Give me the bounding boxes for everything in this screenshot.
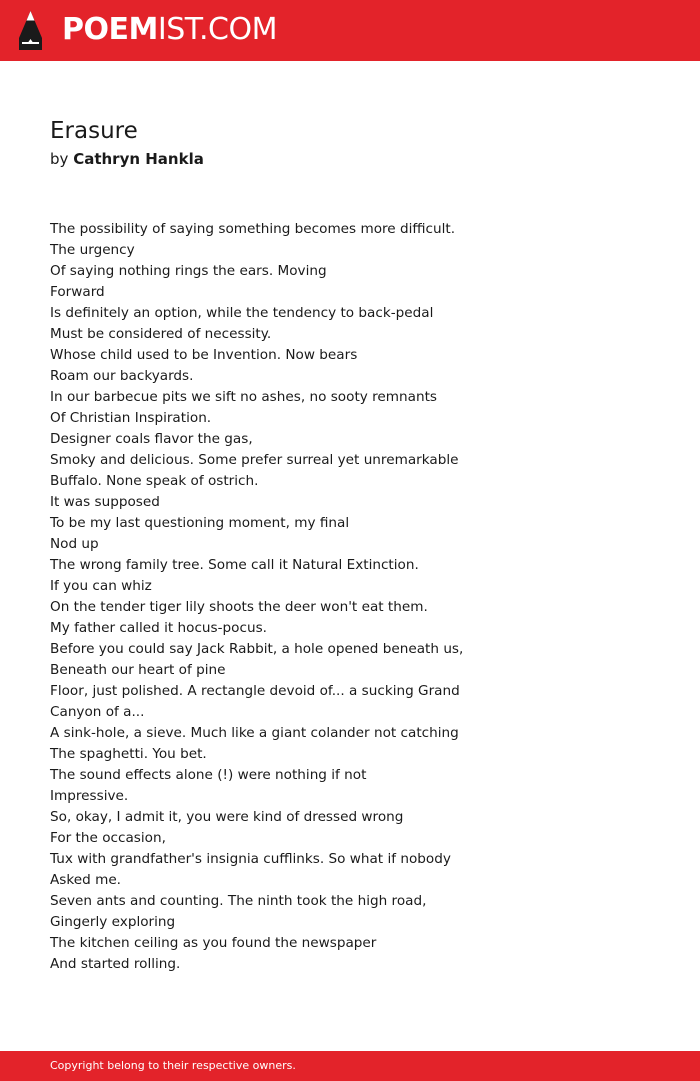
poem-line: Of Christian Inspiration.: [50, 410, 212, 426]
poem-line: And started rolling.: [50, 956, 181, 972]
poem-line: Before you could say Jack Rabbit, a hole opened beneath us,: [50, 641, 464, 657]
poem-body: [50, 219, 670, 975]
poem-line: Floor, just polished. A rectangle devoid of... a sucking Grand: [50, 683, 460, 699]
poem-line: Asked me.: [50, 872, 122, 888]
poem-line: Seven ants and counting. The ninth took the high road,: [50, 893, 427, 909]
author-name: Cathryn Hankla: [73, 150, 204, 168]
poem-line: Roam our backyards.: [50, 368, 194, 384]
poem-line: Designer coals flavor the gas,: [50, 431, 253, 447]
poem-line: Is definitely an option, while the tendency to back-pedal: [50, 305, 434, 321]
poem-line: It was supposed: [50, 494, 160, 510]
by-label: by: [50, 150, 69, 168]
poem-line: Impressive.: [50, 788, 129, 804]
logo-light-text: IST.COM: [157, 12, 277, 47]
poem-line: The wrong family tree. Some call it Natural Extinction.: [50, 557, 419, 573]
poem-line: If you can whiz: [50, 578, 152, 594]
poem-line: Beneath our heart of pine: [50, 662, 226, 678]
poem-line: Buffalo. None speak of ostrich.: [50, 473, 259, 489]
poem-line: Of saying nothing rings the ears. Moving: [50, 263, 327, 279]
poem-line: To be my last questioning moment, my final: [50, 515, 350, 531]
copyright-text: Copyright belong to their respective owners.: [50, 1059, 296, 1072]
poem-line: My father called it hocus-pocus.: [50, 620, 267, 636]
poem-line: So, okay, I admit it, you were kind of dressed wrong: [50, 809, 404, 825]
poem-line: Forward: [50, 284, 105, 300]
poem-line: Canyon of a...: [50, 704, 145, 720]
poem-line: In our barbecue pits we sift no ashes, no sooty remnants: [50, 389, 438, 405]
poem-line: Tux with grandfather's insignia cufflinks. So what if nobody: [50, 851, 451, 867]
poem-line: Must be considered of necessity.: [50, 326, 272, 342]
poem-line: The urgency: [50, 242, 135, 258]
site-header: [0, 0, 700, 61]
pencil-tip-icon[interactable]: [18, 10, 43, 51]
byline: [50, 149, 204, 169]
poem-line: A sink-hole, a sieve. Much like a giant colander not catching: [50, 725, 459, 741]
poem-line: Whose child used to be Invention. Now bears: [50, 347, 358, 363]
site-logo[interactable]: [62, 13, 277, 47]
site-footer: [0, 1051, 700, 1081]
logo-bold-text: POEM: [62, 12, 158, 47]
poem-line: On the tender tiger lily shoots the deer won't eat them.: [50, 599, 428, 615]
poem-line: Gingerly exploring: [50, 914, 176, 930]
poem-line: The spaghetti. You bet.: [50, 746, 207, 762]
poem-title: Erasure: [50, 118, 138, 144]
poem-line: The sound effects alone (!) were nothing if not: [50, 767, 367, 783]
poem-line: For the occasion,: [50, 830, 166, 846]
poem-line: Smoky and delicious. Some prefer surreal yet unremarkable: [50, 452, 459, 468]
poem-line: The possibility of saying something becomes more difficult.: [50, 221, 456, 237]
poem-line: Nod up: [50, 536, 99, 552]
poem-line: The kitchen ceiling as you found the newspaper: [50, 935, 377, 951]
